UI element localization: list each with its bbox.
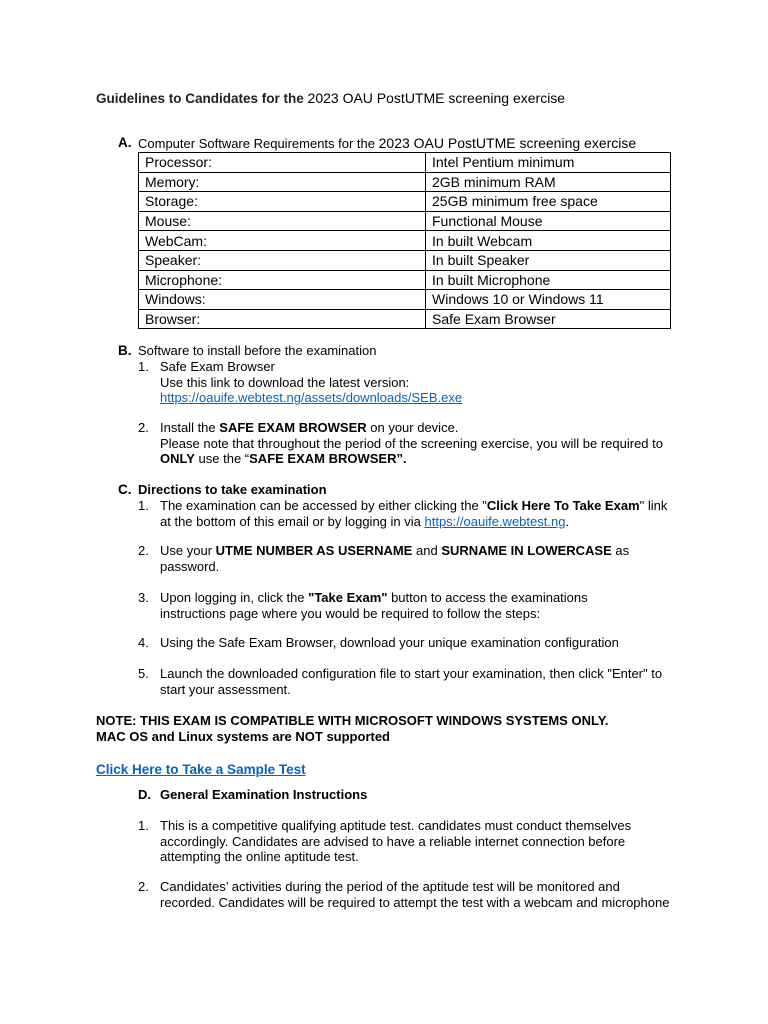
section-d-letter: D. <box>138 787 151 802</box>
requirement-label: Windows: <box>139 290 426 310</box>
table-row <box>139 172 671 192</box>
requirement-value: In built Microphone <box>426 270 671 290</box>
table-row <box>139 270 671 290</box>
requirement-value: Safe Exam Browser <box>426 309 671 329</box>
requirement-label: WebCam: <box>139 231 426 251</box>
requirement-value: Functional Mouse <box>426 211 671 231</box>
requirement-value: In built Webcam <box>426 231 671 251</box>
page-title: Guidelines to Candidates for the 2023 OAU PostUTME screening exercise <box>96 90 566 106</box>
requirement-label: Mouse: <box>139 211 426 231</box>
section-c-heading: Directions to take examination <box>138 482 327 497</box>
section-a-letter: A. <box>118 135 132 150</box>
requirement-label: Storage: <box>139 192 426 212</box>
requirement-value: Intel Pentium minimum <box>426 153 671 173</box>
table-row <box>139 231 671 251</box>
document-page: Guidelines to Candidates for the 2023 OAU PostUTME screening exercise A. Computer Software Requirements for the 2023 OAU PostUTME screening exercise Processor: Intel Pentium minimum Memory: 2GB minimum RAM Storage: 25GB minimum free space Mouse: Functional Mouse WebCam: In built Webcam Speaker: In built Speaker Microphone: In built Microphone Windows: Windows 10 or Windows 11 Browser: Safe Exam Browser B. Software to install before the examination 1. Safe Exam Browser Use this link to download the latest version: https://oauife.webtest.ng/assets/downloads/SEB.exe 2. Install the SAFE EXAM BROWSER on your device. Please note that throughout the period of the screening exercise, you will be required to ONLY use the “SAFE EXAM BROWSER”. C. Directions to take examination 1. The examination can be accessed by either clicking the "Click Here To Take Exam" link at the bottom of this email or by logging in via https://oauife.webtest.ng. 2. Use your UTME NUMBER AS USERNAME and SURNAME IN LOWERCASE as password. 3. Upon logging in, click the "Take Exam" button to access the examinations instructions page where you would be required to follow the steps: 4. Using the Safe Exam Browser, download your unique examination configuration 5. Launch the downloaded configuration file to start your examination, then click "Enter" to start your assessment. NOTE: THIS EXAM IS COMPATIBLE WITH MICROSOFT WINDOWS SYSTEMS ONLY. MAC OS and Linux systems are NOT supported Click Here to Take a Sample Test D. General Examination Instructions 1. This is a competitive qualifying aptitude test. candidates must conduct themselves accordingly. Candidates are advised to have a reliable internet connection before attempting the online aptitude test. 2. Candidates’ activities during the period of the aptitude test will be monitored and recorded. Candidates will be required to attempt the test with a webcam and microphone <box>96 90 670 910</box>
section-a-heading: Computer Software Requirements for the 2023 OAU PostUTME screening exercise <box>138 135 637 151</box>
table-row <box>139 153 671 173</box>
requirement-value: 2GB minimum RAM <box>426 172 671 192</box>
requirement-label: Browser: <box>139 309 426 329</box>
requirement-value: In built Speaker <box>426 250 671 270</box>
requirement-label: Memory: <box>139 172 426 192</box>
section-b-heading: Software to install before the examination <box>138 343 377 358</box>
requirement-value: 25GB minimum free space <box>426 192 671 212</box>
requirement-label: Speaker: <box>139 250 426 270</box>
table-row <box>139 250 671 270</box>
section-b-letter: B. <box>118 343 132 358</box>
requirement-label: Processor: <box>139 153 426 173</box>
section-d-heading: General Examination Instructions <box>160 787 368 802</box>
table-row <box>139 211 671 231</box>
section-c-letter: C. <box>118 482 132 497</box>
sample-test-link[interactable]: Click Here to Take a Sample Test <box>96 762 306 777</box>
table-row <box>139 309 671 329</box>
compatibility-note: NOTE: THIS EXAM IS COMPATIBLE WITH MICROSOFT WINDOWS SYSTEMS ONLY. MAC OS and Linux systems are NOT supported <box>96 713 609 744</box>
requirement-label: Microphone: <box>139 270 426 290</box>
seb-download-link[interactable]: https://oauife.webtest.ng/assets/downloads/SEB.exe <box>160 390 463 405</box>
table-row <box>139 290 671 310</box>
table-row <box>139 192 671 212</box>
requirements-table <box>138 152 671 329</box>
requirement-value: Windows 10 or Windows 11 <box>426 290 671 310</box>
login-link[interactable]: https://oauife.webtest.ng <box>424 513 566 529</box>
